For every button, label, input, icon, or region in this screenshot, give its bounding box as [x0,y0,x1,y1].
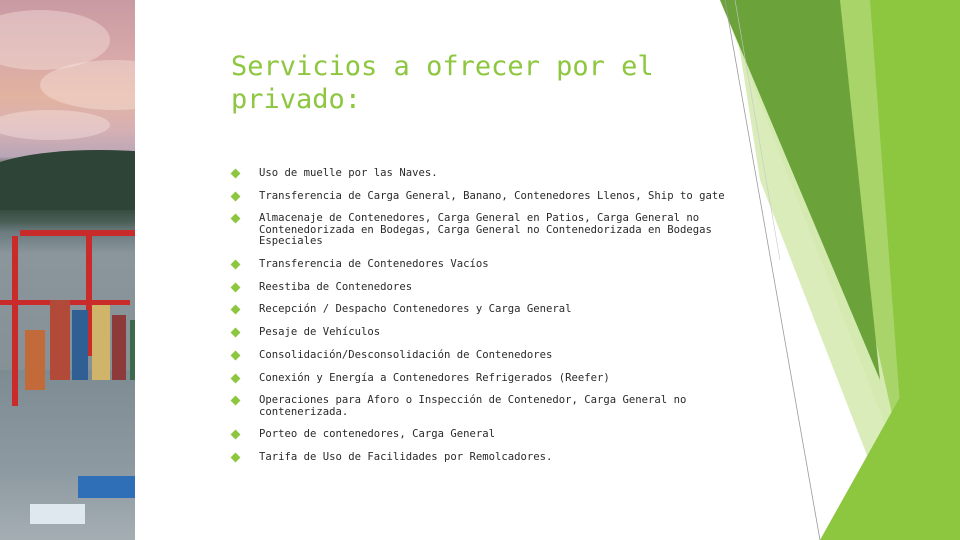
list-item-text: Porteo de contenedores, Carga General [259,428,495,441]
diamond-bullet-icon [231,430,241,440]
services-list [232,168,727,475]
list-item [232,213,727,248]
list-item-text: Pesaje de Vehículos [259,326,381,339]
diamond-bullet-icon [231,214,241,224]
list-item [232,282,727,294]
diamond-bullet-icon [231,282,241,292]
list-item-text: Tarifa de Uso de Facilidades por Remolcadores. [259,451,553,464]
green-decoration [720,0,960,540]
diamond-bullet-icon [231,373,241,383]
list-item-text: Uso de muelle por las Naves. [259,167,438,179]
list-item-text: Reestiba de Contenedores [259,280,413,293]
diamond-bullet-icon [231,169,241,179]
list-item [232,327,727,339]
list-item [232,304,727,316]
diamond-bullet-icon [231,191,241,201]
list-item-text: Conexión y Energía a Contenedores Refrigerados (Reefer) [259,371,610,384]
diamond-bullet-icon [231,453,241,463]
list-item [232,452,727,464]
list-item [232,429,727,441]
slide-title: Servicios a ofrecer por el privado: [231,51,654,115]
list-item [232,373,727,385]
diamond-bullet-icon [231,260,241,270]
diamond-bullet-icon [231,396,241,406]
list-item [232,259,727,271]
list-item [232,191,727,203]
list-item-text: Transferencia de Contenedores Vacíos [259,258,489,271]
list-item-text: Consolidación/Desconsolidación de Contenedores [259,348,553,361]
diamond-bullet-icon [231,350,241,360]
list-item [232,395,727,418]
list-item-text: Almacenaje de Contenedores, Carga General en Patios, Carga General no Contenedorizada en Bodegas, Carga General no Contenedorizada en Bodegas Especiales [259,212,712,248]
list-item-text: Transferencia de Carga General, Banano, Contenedores Llenos, Ship to gate [259,189,725,202]
list-item-text: Operaciones para Aforo o Inspección de Contenedor, Carga General no contenerizada. [259,394,687,418]
diamond-bullet-icon [231,328,241,338]
list-item [232,350,727,362]
list-item [232,168,727,180]
diamond-bullet-icon [231,305,241,315]
list-item-text: Recepción / Despacho Contenedores y Carga General [259,303,572,316]
photo-white-overlay [135,0,210,540]
